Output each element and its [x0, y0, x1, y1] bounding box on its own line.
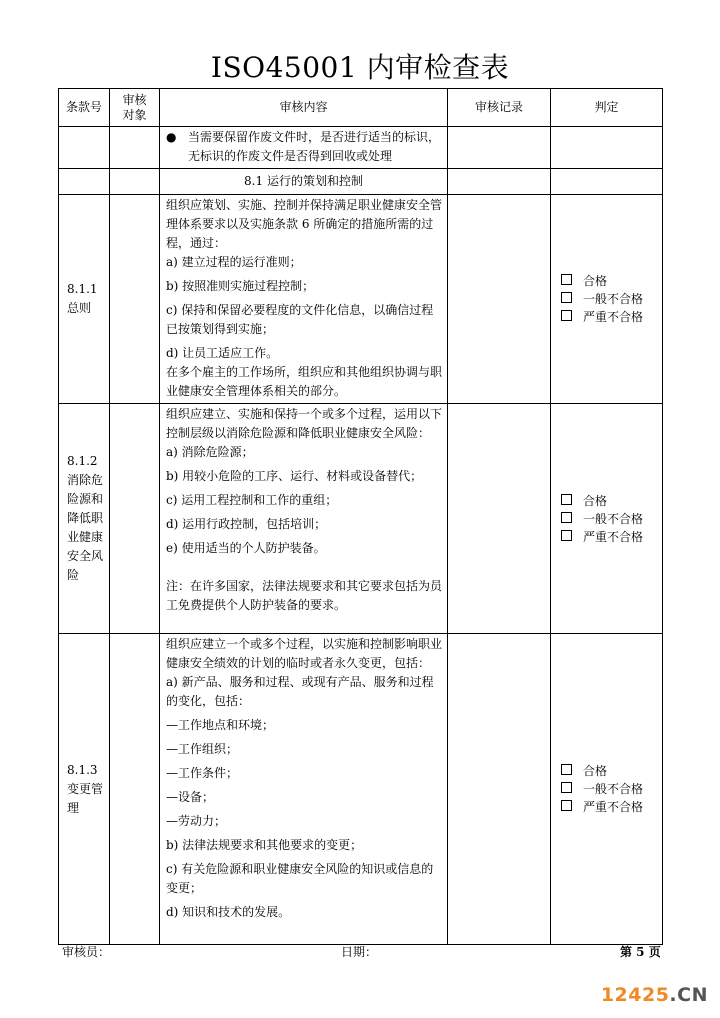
clause-line: d) 运用行政控制，包括培训； [166, 517, 327, 531]
section-code-cell [59, 169, 110, 195]
clause-content-cell [160, 195, 448, 404]
clause-line: 组织应策划、实施、控制并保持满足职业健康安全管理体系要求以及实施条款 6 所确定的措施所需的过程，通过： [166, 198, 443, 250]
clause-row-8-1-2 [59, 404, 663, 634]
verdict-cell [551, 195, 663, 404]
intro-row [59, 127, 663, 169]
clause-row-8-1-1 [59, 195, 663, 404]
verdict-option-major[interactable] [561, 308, 662, 326]
clause-record-cell[interactable] [448, 195, 551, 404]
clause-object-cell [110, 195, 160, 404]
intro-object-cell [110, 127, 160, 169]
checkbox-icon[interactable] [561, 764, 572, 775]
clause-code: 8.1.3 [67, 762, 98, 777]
clause-line: d) 知识和技术的发展。 [166, 905, 291, 919]
clause-code-cell [59, 634, 110, 945]
clause-line: 组织应建立一个或多个过程，以实施和控制影响职业健康安全绩效的计划的临时或者永久变更，包括： [166, 637, 443, 670]
clause-record-cell[interactable] [448, 634, 551, 945]
header-content: 审核内容 [160, 89, 448, 127]
header-code: 条款号 [59, 89, 110, 127]
clause-line: c) 有关危险源和职业健康安全风险的知识或信息的变更； [166, 862, 434, 895]
verdict-option-pass[interactable] [561, 272, 662, 290]
clause-object-cell [110, 634, 160, 945]
clause-line: c) 保持和保留必要程度的文件化信息，以确信过程已按策划得到实施； [166, 303, 434, 336]
verdict-label: 合格 [583, 274, 608, 288]
footer-auditor: 审核员： [62, 945, 111, 959]
clause-line: 组织应建立、实施和保持一个或多个过程，运用以下控制层级以消除危险源和降低职业健康安全风险： [166, 407, 443, 440]
verdict-label: 严重不合格 [583, 800, 644, 814]
watermark-suffix: .CN [669, 984, 708, 1006]
checkbox-icon[interactable] [561, 292, 572, 303]
header-record: 审核记录 [448, 89, 551, 127]
clause-row-8-1-3 [59, 634, 663, 945]
intro-verdict-cell [551, 127, 663, 169]
checkbox-icon[interactable] [561, 530, 572, 541]
clause-line: —工作组织； [166, 742, 239, 756]
intro-record-cell [448, 127, 551, 169]
bullet-icon: ● [166, 130, 177, 144]
checkbox-icon[interactable] [561, 494, 572, 505]
clause-line: —工作条件； [166, 766, 239, 780]
section-object-cell [110, 169, 160, 195]
site-watermark-logo [601, 984, 708, 1006]
clause-record-cell[interactable] [448, 404, 551, 634]
clause-code-cell [59, 404, 110, 634]
clause-note: 注：在许多国家，法律法规要求和其它要求包括为员工免费提供个人防护装备的要求。 [166, 579, 443, 612]
clause-code: 8.1.2 [67, 454, 98, 468]
verdict-label: 一般不合格 [583, 782, 644, 796]
verdict-label: 合格 [583, 493, 608, 508]
verdict-option-minor[interactable] [561, 290, 662, 308]
intro-bullet-item [166, 128, 443, 166]
checkbox-icon[interactable] [561, 274, 572, 285]
clause-line: a) 新产品、服务和过程、或现有产品、服务和过程的变化，包括： [166, 675, 434, 708]
section-record-cell [448, 169, 551, 195]
verdict-option-minor[interactable] [561, 780, 662, 798]
clause-object-cell [110, 404, 160, 634]
clause-code: 8.1.1 [67, 282, 98, 296]
clause-line: —设备； [166, 790, 215, 804]
clause-content-cell [160, 404, 448, 634]
clause-code-cell [59, 195, 110, 404]
checkbox-icon[interactable] [561, 512, 572, 523]
clause-line: b) 用较小危险的工序、运行、材料或设备替代； [166, 469, 423, 483]
header-object [110, 89, 160, 127]
verdict-option-minor[interactable] [561, 510, 662, 528]
verdict-label: 严重不合格 [583, 529, 644, 544]
header-row [59, 89, 663, 127]
clause-content-cell [160, 634, 448, 945]
clause-line: a) 消除危险源； [166, 445, 254, 459]
header-verdict: 判定 [551, 89, 663, 127]
verdict-option-major[interactable] [561, 798, 662, 816]
clause-line: —工作地点和环境； [166, 718, 275, 732]
section-row [59, 169, 663, 195]
verdict-label: 一般不合格 [583, 511, 644, 526]
verdict-option-major[interactable] [561, 528, 662, 546]
clause-line: b) 法律法规要求和其他要求的变更； [166, 838, 363, 852]
clause-line: a) 建立过程的运行准则； [166, 255, 302, 269]
footer-page-number: 第 5 页 [620, 945, 661, 959]
header-object-label: 审核对象 [122, 92, 147, 122]
checkbox-icon[interactable] [561, 800, 572, 811]
verdict-cell [551, 634, 663, 945]
verdict-label: 严重不合格 [583, 310, 644, 324]
audit-checklist-table [58, 88, 663, 945]
checkbox-icon[interactable] [561, 782, 572, 793]
verdict-label: 合格 [583, 764, 608, 778]
clause-name: 消除危险源和降低职业健康安全风险 [67, 473, 104, 582]
clause-line: c) 运用工程控制和工作的重组； [166, 493, 338, 507]
clause-line: e) 使用适当的个人防护装备。 [166, 541, 326, 555]
page-title: ISO45001 内审检查表 [210, 51, 510, 84]
clause-line: d) 让员工适应工作。 [166, 346, 279, 360]
verdict-option-pass[interactable] [561, 492, 662, 510]
section-title: 8.1 运行的策划和控制 [160, 169, 448, 195]
clause-line: b) 按照准则实施过程控制； [166, 279, 315, 293]
verdict-cell [551, 404, 663, 634]
clause-name: 总则 [67, 301, 92, 315]
intro-code-cell [59, 127, 110, 169]
checkbox-icon[interactable] [561, 310, 572, 321]
clause-name: 变更管理 [67, 781, 104, 815]
intro-text: 当需要保留作废文件时，是否进行适当的标识，无标识的作废文件是否得到回收或处理 [188, 130, 441, 163]
intro-content-cell [160, 127, 448, 169]
verdict-option-pass[interactable] [561, 762, 662, 780]
clause-line: —劳动力； [166, 814, 227, 828]
section-verdict-cell [551, 169, 663, 195]
clause-line: 在多个雇主的工作场所，组织应和其他组织协调与职业健康安全管理体系相关的部分。 [166, 365, 443, 398]
footer-date: 日期： [341, 945, 378, 959]
verdict-label: 一般不合格 [583, 292, 644, 306]
watermark-number: 12425 [600, 984, 670, 1006]
